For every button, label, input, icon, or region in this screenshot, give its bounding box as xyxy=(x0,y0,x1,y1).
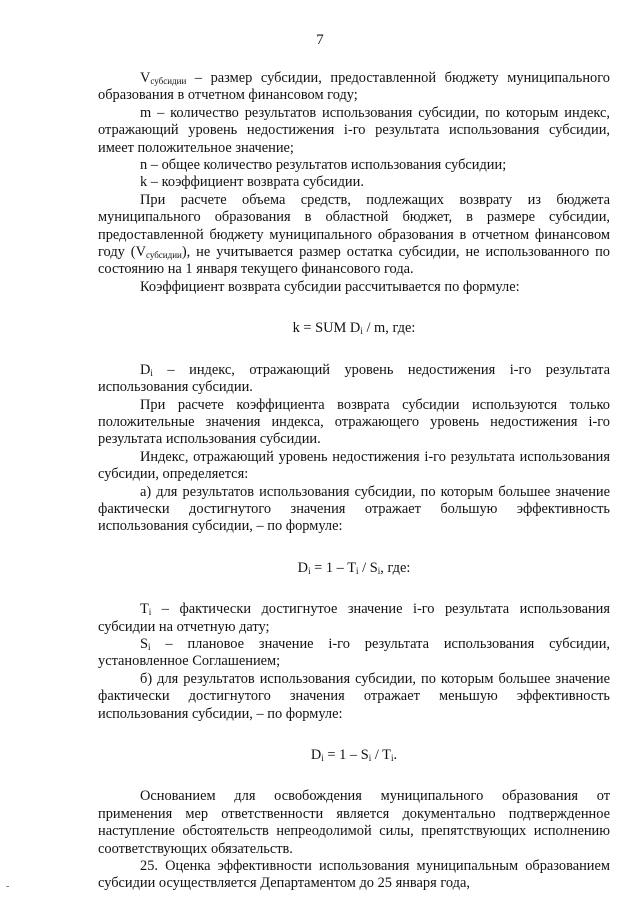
paragraph-si-definition: $S_i$ – плановое значение i-го результата использования субсидии, установленное Соглашением; xyxy=(98,635,610,670)
paragraph-k-definition: k – коэффициент возврата субсидии. xyxy=(140,174,364,191)
formula-k: k = SUM $D_i$ / m, где: xyxy=(292,320,416,337)
paragraph-calculation-volume: При расчете объема средств, подлежащих возврату из бюджета муниципального образования в областной бюджет, в размере субсидии, предоставленной бюджету муниципального образования в отчетном финансовом году $(V_{субсидии})$, не учитывается размер остатка субсидии, не использованного по состоянию на 1 января текущего финансового года. xyxy=(98,191,610,278)
paragraph-case-a: а) для результатов использования субсидии, по которым большее значение фактически достигнутого значения отражает большую эффективность использования субсидии, – по формуле: xyxy=(98,483,610,535)
page-number: 7 xyxy=(316,32,324,48)
paragraph-n-definition: n – общее количество результатов использования субсидии; xyxy=(140,157,507,174)
document-body xyxy=(98,70,610,893)
paragraph-section-25: 25. Оценка эффективности использования муниципальным образованием субсидии осуществляется Департаментом до 25 января года, xyxy=(98,858,610,892)
scan-mark: - xyxy=(6,881,10,892)
formula-di-b: $D_i = 1 - S_i / T_i$. xyxy=(310,747,398,763)
paragraph-positive-values: При расчете коэффициента возврата субсидии используются только положительные значения индекса, отражающего уровень недостижения i-го результата использования субсидии. xyxy=(98,396,610,448)
formula-di-a: $D_i = 1 - T_i / S_i$, где: xyxy=(297,559,411,576)
paragraph-index-determined: Индекс, отражающий уровень недостижения i-го результата использования субсидии, определяется: xyxy=(98,448,610,483)
paragraph-m-definition: m – количество результатов использования субсидии, по которым индекс, отражающий уровень недостижения i-го результата использования субсидии, имеет положительное значение; xyxy=(98,104,610,156)
paragraph-force-majeure: Основанием для освобождения муниципального образования от применения мер ответственности является документально подтвержденное наступление обстоятельств непреодолимой силы, препятствующих исполнению соответствующих обязательств. xyxy=(98,788,610,857)
paragraph-ti-definition: $T_i$ – фактически достигнутое значение i-го результата использования субсидии на отчетную дату; xyxy=(98,601,610,635)
paragraph-case-b: б) для результатов использования субсидии, по которым большее значение фактически достигнутого значения отражает меньшую эффективность использования субсидии, – по формуле: xyxy=(98,670,610,722)
paragraph-di-definition: $D_i$ – индекс, отражающий уровень недостижения i-го результата использования субсидии. xyxy=(98,361,610,396)
paragraph-v-subsidy: $V_{субсидии}$ – размер субсидии, предоставленной бюджету муниципального образования в отчетном финансовом году; xyxy=(98,70,610,104)
paragraph-coefficient-intro: Коэффициент возврата субсидии рассчитывается по формуле: xyxy=(140,278,520,295)
